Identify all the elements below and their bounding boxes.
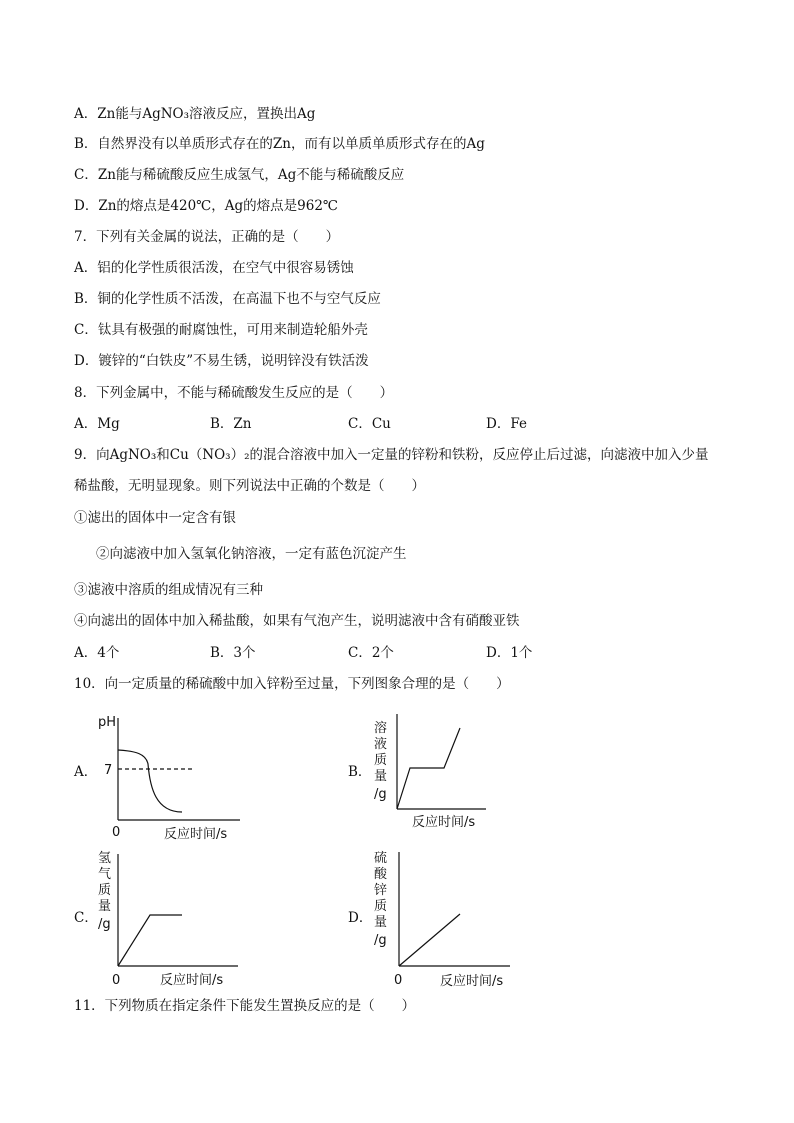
graph-a-xlabel: 反应时间/s [164, 827, 228, 842]
graph-b-ylabel-2: 质 [374, 753, 388, 768]
q9-stem-line2: 稀盐酸，无明显现象。则下列说法中正确的个数是（ ） [74, 478, 425, 494]
q9-option-d: D．1个 [486, 645, 533, 661]
graph-c-origin: 0 [112, 973, 121, 988]
graph-c [92, 848, 242, 993]
graph-b-ylabel-0: 溶 [374, 721, 388, 736]
q7-option-a: A．铝的化学性质很活泼，在空气中很容易锈蚀 [74, 260, 354, 276]
graph-c-ylabel-2: 质 [98, 883, 112, 898]
graph-c-ylabel-3: 量 [98, 899, 112, 914]
graph-c-ylabel-0: 氢 [98, 851, 112, 866]
graph-b-ylabel-4: /g [374, 787, 387, 802]
q8-stem: 8．下列金属中，不能与稀硫酸发生反应的是（ ） [74, 385, 394, 401]
q9-stem-line1: 9．向AgNO₃和Cu（NO₃）₂的混合溶液中加入一定量的锌粉和铁粉，反应停止后过滤，向滤液中加入少量 [74, 447, 709, 463]
q6-option-c: C．Zn能与稀硫酸反应生成氢气，Ag不能与稀硫酸反应 [74, 167, 405, 183]
q9-option-a: A．4个 [74, 645, 120, 661]
q10-stem: 10．向一定质量的稀硫酸中加入锌粉至过量，下列图象合理的是（ ） [74, 676, 510, 692]
q9-statement-2: ②向滤液中加入氢氧化钠溶液，一定有蓝色沉淀产生 [96, 546, 407, 562]
q7-stem: 7．下列有关金属的说法，正确的是（ ） [74, 229, 340, 245]
q8-option-c: C．Cu [348, 416, 391, 432]
q6-option-d: D．Zn的熔点是420℃，Ag的熔点是962℃ [74, 198, 339, 214]
graph-b-curve [397, 728, 460, 809]
graph-a-origin: 0 [112, 825, 121, 840]
graph-d-ylabel-2: 锌 [374, 883, 388, 898]
q7-option-c: C．钛具有极强的耐腐蚀性，可用来制造轮船外壳 [74, 322, 368, 338]
graph-c-ylabel-1: 气 [98, 867, 112, 882]
graph-d [368, 848, 516, 993]
graph-b [368, 708, 492, 833]
q9-option-b: B．3个 [210, 645, 256, 661]
graph-c-curve [118, 915, 182, 966]
q8-option-b: B．Zn [210, 416, 252, 432]
graph-a-ref-value: 7 [104, 763, 113, 778]
graph-b-ylabel-3: 量 [374, 769, 388, 784]
graph-b-ylabel-1: 液 [374, 737, 388, 752]
q6-option-b: B．自然界没有以单质形式存在的Zn，而有以单质单质形式存在的Ag [74, 136, 485, 152]
graph-c-xlabel: 反应时间/s [160, 973, 224, 988]
q8-option-d: D．Fe [486, 416, 527, 432]
graph-a-curve [118, 750, 182, 812]
graph-a-ylabel: pH [98, 715, 117, 730]
graph-d-ylabel-0: 硫 [374, 851, 388, 866]
q9-option-c: C．2个 [348, 645, 394, 661]
q6-option-a: A．Zn能与AgNO₃溶液反应，置换出Ag [74, 106, 316, 122]
graph-a-label: A． [74, 764, 98, 780]
graph-d-ylabel-1: 酸 [374, 867, 388, 882]
graph-d-label: D． [348, 910, 373, 926]
graph-c-ylabel-4: /g [98, 917, 111, 932]
q7-option-d: D．镀锌的“白铁皮”不易生锈，说明锌没有铁活泼 [74, 353, 369, 369]
graph-b-xlabel: 反应时间/s [412, 815, 476, 830]
q8-option-a: A．Mg [74, 416, 120, 432]
q7-option-b: B．铜的化学性质不活泼，在高温下也不与空气反应 [74, 291, 381, 307]
graph-b-label: B． [348, 764, 372, 780]
q9-statement-3: ③滤液中溶质的组成情况有三种 [74, 582, 263, 598]
q11-stem: 11．下列物质在指定条件下能发生置换反应的是（ ） [74, 998, 416, 1014]
graph-d-ylabel-3: 质 [374, 899, 388, 914]
graph-d-ylabel-4: 量 [374, 915, 388, 930]
q9-statement-4: ④向滤出的固体中加入稀盐酸，如果有气泡产生，说明滤液中含有硝酸亚铁 [74, 613, 520, 629]
q9-statement-1: ①滤出的固体中一定含有银 [74, 510, 236, 526]
graph-a [92, 708, 252, 843]
graph-d-ylabel-5: /g [374, 933, 387, 948]
graph-d-xlabel: 反应时间/s [440, 974, 504, 989]
graph-c-label: C． [74, 910, 98, 926]
graph-d-curve [399, 914, 460, 966]
graph-d-origin: 0 [394, 973, 403, 988]
